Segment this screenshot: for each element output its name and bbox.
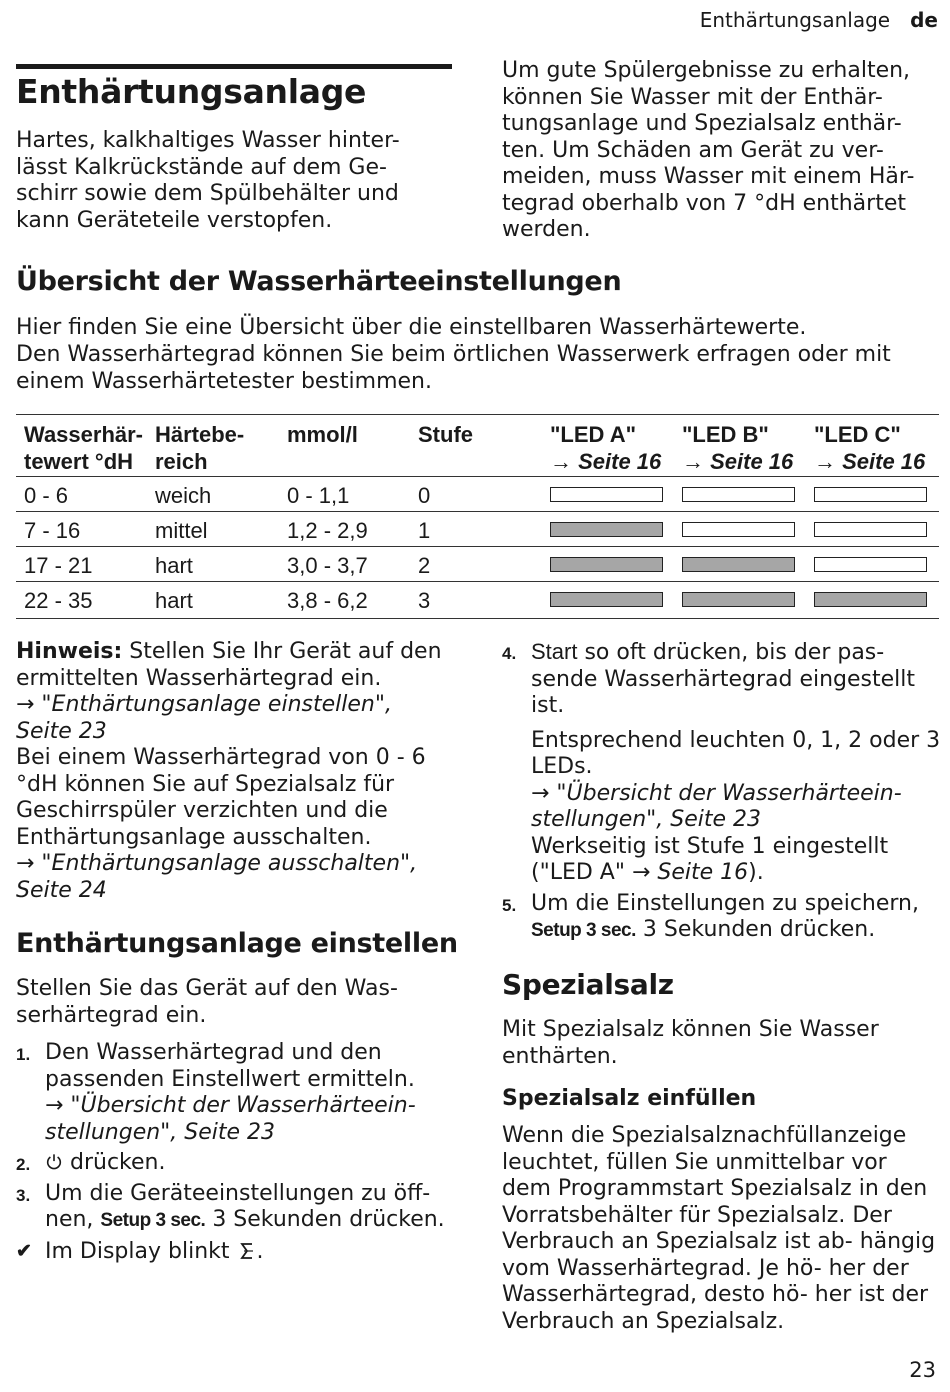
led-b-indicator	[682, 592, 795, 607]
cell-stufe: 1	[418, 518, 431, 543]
salt-title: Spezialsalz	[502, 968, 674, 1001]
col-header-led-a-label: "LED A"	[550, 422, 637, 447]
cell-range: hart	[155, 553, 193, 578]
led-a-indicator	[550, 522, 663, 537]
step-result	[16, 1239, 448, 1266]
step-2-text: drücken.	[70, 1150, 166, 1175]
softener-symbol-icon	[237, 1241, 257, 1261]
table-row	[16, 581, 939, 619]
cell-range: mittel	[155, 518, 208, 543]
step-4-sub2	[531, 834, 942, 887]
cell-dh: 7 - 16	[24, 518, 81, 543]
led-c-indicator	[814, 487, 927, 502]
col-header-dh-line2: tewert °dH	[24, 449, 134, 474]
intro-left-text: Hartes, kalkhaltiges Wasser hinter- lässt Kalkrückstände auf dem Ge- schirr sowie dem Spülbehälter und kann Geräteteile verstopfen.	[16, 128, 400, 233]
step-result-text: Im Display blinkt	[45, 1238, 230, 1264]
title-rule	[16, 64, 452, 69]
note-ref2[interactable]: → "Enthärtungsanlage ausschalten", Seite 24	[16, 851, 418, 903]
setup-key-label: Setup 3 sec.	[100, 1210, 206, 1231]
running-header	[700, 8, 938, 32]
col-header-led-a-ref: → Seite 16	[550, 449, 662, 474]
cell-range: hart	[155, 588, 193, 613]
col-header-led-c	[814, 421, 925, 475]
setup-steps-right	[502, 639, 942, 945]
checkmark-icon: ✔	[16, 1240, 32, 1262]
col-header-range-line1: Härtebe-	[155, 422, 245, 447]
note-text2: Bei einem Wasserhärtegrad von 0 - 6 °dH können Sie auf Spezialsalz für Geschirrspüler verzichten und die Enthärtungsanlage ausschalten.	[16, 745, 426, 850]
step-4-sub2-text: Werkseitig ist Stufe 1 eingestellt ("LED A" →	[531, 833, 889, 885]
step-5-text-post: 3 Sekunden drücken.	[642, 917, 876, 942]
col-header-stufe: Stufe	[418, 422, 473, 447]
col-header-led-c-ref: → Seite 16	[814, 449, 926, 474]
col-header-dh-line1: Wasserhär-	[24, 422, 144, 447]
section-title-enthaertungsanlage: Enthärtungsanlage	[16, 72, 367, 111]
step-3-text: Um die Geräteeinstellungen zu öff- nen,	[45, 1180, 431, 1232]
cell-dh: 17 - 21	[24, 553, 93, 578]
cell-stufe: 3	[418, 588, 431, 613]
led-c-indicator	[814, 557, 927, 572]
step-3-text-post: 3 Sekunden drücken.	[212, 1207, 445, 1232]
note-text1: Stellen Sie Ihr Gerät auf den ermittelten Wasserhärtegrad ein.	[16, 639, 442, 691]
power-icon	[45, 1153, 63, 1171]
col-header-mmol: mmol/l	[287, 422, 358, 447]
cell-mmol: 0 - 1,1	[287, 483, 350, 508]
step-4-ref[interactable]: → "Übersicht der Wasserhärteein- stellungen", Seite 23	[531, 780, 902, 832]
note-block	[16, 639, 448, 904]
note-label: Hinweis:	[16, 639, 123, 664]
page-number: 23	[909, 1358, 936, 1382]
cell-mmol: 3,8 - 6,2	[287, 588, 368, 613]
col-header-led-b-label: "LED B"	[682, 422, 769, 447]
step-4-sub2-ref[interactable]: Seite 16	[657, 860, 749, 885]
table-row	[16, 511, 939, 547]
salt-intro: Mit Spezialsalz können Sie Wasser enthärten.	[502, 1017, 879, 1069]
setup-key-label: Setup 3 sec.	[531, 920, 636, 941]
cell-mmol: 1,2 - 2,9	[287, 518, 368, 543]
overview-line2: Den Wasserhärtegrad können Sie beim örtlichen Wasserwerk erfragen oder mit einem Wasserhärtetester bestimmen.	[16, 342, 891, 394]
led-a-indicator	[550, 487, 663, 502]
header-section-title: Enthärtungsanlage	[699, 8, 891, 32]
led-c-indicator	[814, 522, 927, 537]
start-key-label: Start	[531, 639, 578, 664]
col-header-dh	[24, 421, 143, 475]
col-header-range-line2: reich	[155, 449, 208, 474]
step-4-sub1: Entsprechend leuchten 0, 1, 2 oder 3 LEDs.	[531, 727, 941, 779]
setup-intro: Stellen Sie das Gerät auf den Was- serhärtegrad ein.	[16, 976, 398, 1028]
cell-range: weich	[155, 483, 212, 508]
overview-line1: Hier finden Sie eine Übersicht über die einstellbaren Wasserhärtewerte.	[16, 315, 807, 340]
setup-steps-left	[16, 1040, 448, 1265]
salt-text: Wenn die Spezialsalznachfüllanzeige leuchtet, füllen Sie unmittelbar vor dem Programmstart Spezialsalz in den Vorratsbehälter für Spezialsalz. Der Verbrauch an Spezialsalz ist ab- hängig vom Wasserhärtegrad. Je hö- her der Wasserhärtegrad, desto hö- her ist der Verbrauch an Spezialsalz.	[502, 1123, 936, 1334]
cell-mmol: 3,0 - 3,7	[287, 553, 368, 578]
language-tag: de	[910, 8, 938, 32]
period: .	[256, 1238, 264, 1264]
step-1-text: Den Wasserhärtegrad und den passenden Einstellwert ermitteln.	[45, 1040, 415, 1092]
led-b-indicator	[682, 487, 795, 502]
step-number: 4.	[502, 644, 517, 663]
intro-right-text: Um gute Spülergebnisse zu erhalten, können Sie Wasser mit der Enthär- tungsanlage und Spezialsalz enthär- ten. Um Schäden am Gerät zu ver- meiden, muss Wasser mit einem Här- tegrad oberhalb von 7 °dH enthärtet werden.	[502, 58, 915, 242]
led-b-indicator	[682, 522, 795, 537]
cell-stufe: 0	[418, 483, 431, 508]
step-5	[502, 891, 942, 945]
step-2	[16, 1150, 448, 1177]
step-number: 1.	[16, 1045, 31, 1064]
col-header-led-a	[550, 421, 661, 475]
close-paren: ).	[748, 860, 764, 885]
salt-subtitle: Spezialsalz einfüllen	[502, 1086, 757, 1111]
led-a-indicator	[550, 592, 663, 607]
step-1	[16, 1040, 448, 1146]
table-header-row	[16, 414, 939, 477]
led-b-indicator	[682, 557, 795, 572]
table-row	[16, 546, 939, 582]
col-header-led-b	[682, 421, 793, 475]
overview-title: Übersicht der Wasserhärteeinstellungen	[16, 266, 622, 297]
col-header-led-b-ref: → Seite 16	[682, 449, 794, 474]
step-5-text: Um die Einstellungen zu speichern,	[531, 890, 919, 916]
step-3	[16, 1181, 448, 1235]
step-number: 5.	[502, 895, 517, 915]
step-1-ref[interactable]: → "Übersicht der Wasserhärteein- stellungen", Seite 23	[45, 1093, 416, 1145]
led-a-indicator	[550, 557, 663, 572]
step-number: 2.	[16, 1155, 31, 1174]
step-number: 3.	[16, 1185, 31, 1205]
step-4-text: so oft drücken, bis der pas- sende Wasserhärtegrad eingestellt ist.	[531, 640, 916, 718]
note-ref1[interactable]: → "Enthärtungsanlage einstellen", Seite 23	[16, 692, 392, 744]
cell-dh: 22 - 35	[24, 588, 93, 613]
cell-dh: 0 - 6	[24, 483, 69, 508]
col-header-led-c-label: "LED C"	[814, 422, 901, 447]
setup-title: Enthärtungsanlage einstellen	[16, 928, 458, 959]
col-header-range	[155, 421, 244, 475]
step-4	[502, 639, 942, 887]
cell-stufe: 2	[418, 553, 431, 578]
table-row	[16, 476, 939, 512]
led-c-indicator	[814, 592, 927, 607]
